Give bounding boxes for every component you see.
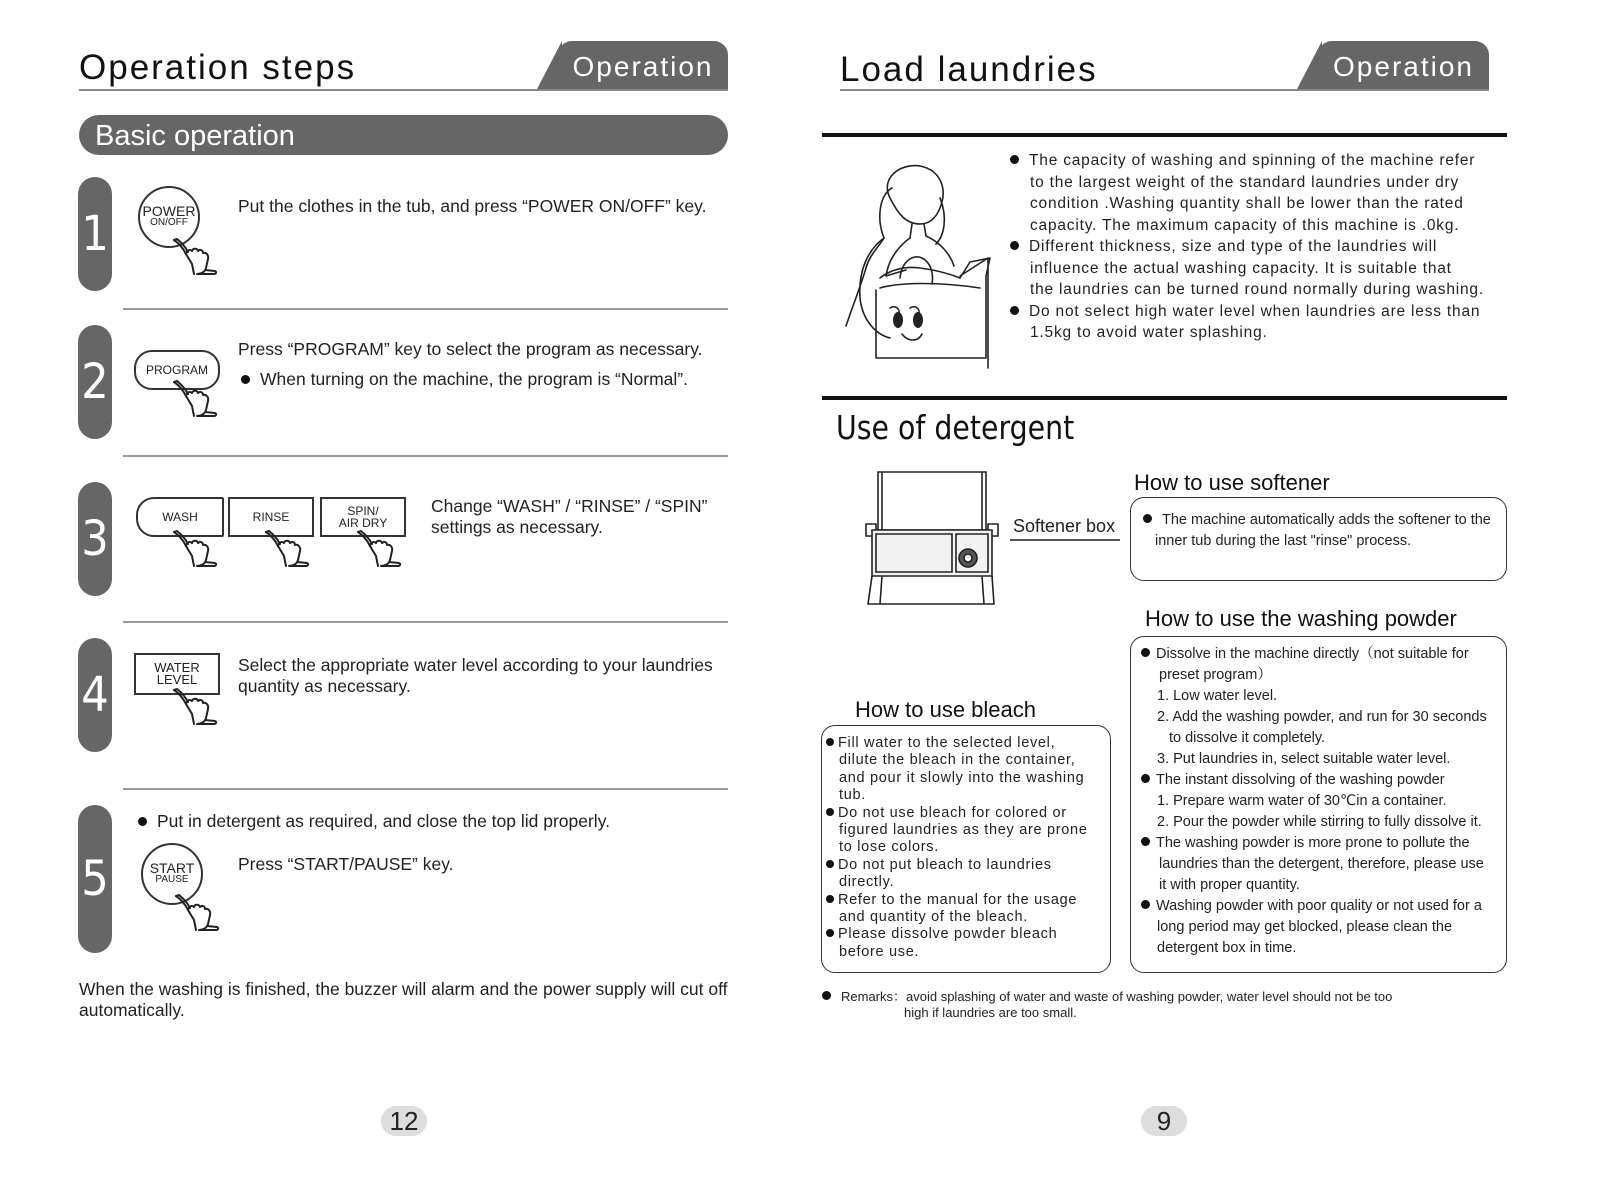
softener-box xyxy=(1130,497,1507,581)
bleach-box xyxy=(821,725,1111,973)
powder-line-text: 1. Low water level. xyxy=(1157,688,1278,704)
powder-line xyxy=(1141,644,1487,665)
powder-list xyxy=(1141,644,1487,959)
bullet-icon xyxy=(138,817,147,826)
powder-line-text: to dissolve it completely. xyxy=(1169,730,1326,746)
bleach-line xyxy=(826,857,1088,874)
note-line: capacity. The maximum capacity of this machine is .0kg. xyxy=(1030,216,1460,234)
bleach-line-text: before use. xyxy=(839,943,920,960)
powder-line xyxy=(1141,728,1487,749)
bullet-icon xyxy=(826,808,834,816)
note-line: Different thickness, size and type of the laundries will xyxy=(1029,238,1438,255)
bullet-icon xyxy=(1143,514,1152,523)
bullet-icon xyxy=(822,991,831,1000)
bleach-line-text: Refer to the manual for the usage xyxy=(838,891,1078,908)
bleach-line-text: and pour it slowly into the washing xyxy=(839,769,1085,786)
powder-line-text: laundries than the detergent, therefore, please use xyxy=(1159,856,1484,872)
key-label: WASH xyxy=(162,510,198,524)
footer-note: When the washing is finished, the buzzer will alarm and the power supply will cut off xyxy=(79,979,728,999)
label-leader-line xyxy=(1010,539,1120,541)
key-sublabel: LEVEL xyxy=(156,672,198,687)
softener-title: How to use softener xyxy=(1134,470,1330,495)
key-sublabel: AIR DRY xyxy=(338,516,388,530)
remarks xyxy=(822,986,1392,1005)
powder-line xyxy=(1141,875,1487,896)
remarks-line: high if laundries are too small. xyxy=(904,1005,1077,1020)
hand-press-icon xyxy=(170,530,220,568)
step-divider xyxy=(123,308,728,310)
note-line: The capacity of washing and spinning of the machine refer xyxy=(1029,152,1476,169)
bullet-icon xyxy=(826,895,834,903)
bleach-line xyxy=(826,944,1088,961)
powder-line-text: 2. Pour the powder while stirring to fully dissolve it. xyxy=(1157,814,1482,830)
key-label: POWER xyxy=(142,203,196,219)
step-text: Put the clothes in the tub, and press “POWER ON/OFF” key. xyxy=(238,196,707,216)
step-number: 3 xyxy=(78,482,112,596)
key-sublabel: PAUSE xyxy=(155,874,189,885)
step-divider xyxy=(123,455,728,457)
key-label: WATER xyxy=(154,660,200,675)
key-label: START xyxy=(149,860,195,876)
powder-line xyxy=(1141,686,1487,707)
key-label: RINSE xyxy=(252,510,290,524)
page-title: Load laundries xyxy=(840,50,1098,89)
powder-line-text: The instant dissolving of the washing powder xyxy=(1156,772,1445,788)
page-title: Operation steps xyxy=(79,48,357,87)
bleach-title: How to use bleach xyxy=(855,697,1036,722)
bleach-line xyxy=(826,909,1088,926)
bleach-line xyxy=(826,822,1088,839)
bleach-line-text: to lose colors. xyxy=(839,839,939,856)
bleach-line-text: directly. xyxy=(839,874,895,891)
bleach-line-text: Do not use bleach for colored or xyxy=(838,804,1067,821)
bleach-list xyxy=(826,735,1088,961)
remarks-line: Remarks：avoid splashing of water and waste of washing powder, water level should not be too xyxy=(841,989,1393,1004)
eye xyxy=(893,312,903,328)
step-text: Press “START/PAUSE” key. xyxy=(238,854,454,874)
bleach-line-text: Please dissolve powder bleach xyxy=(838,926,1058,943)
hand-press-icon xyxy=(170,688,220,726)
capacity-notes xyxy=(1010,150,1484,344)
bleach-line xyxy=(826,805,1088,822)
key-sublabel: ON/OFF xyxy=(150,217,188,228)
bullet-icon xyxy=(1010,155,1019,164)
bleach-line xyxy=(826,839,1088,856)
powder-line xyxy=(1141,896,1487,917)
powder-line xyxy=(1141,749,1487,770)
powder-line-text: detergent box in time. xyxy=(1157,940,1297,956)
bullet-icon xyxy=(1141,837,1150,846)
powder-line xyxy=(1141,791,1487,812)
powder-line-text: 1. Prepare warm water of 30℃in a container. xyxy=(1157,793,1447,809)
powder-line xyxy=(1141,917,1487,938)
page-number: 9 xyxy=(1141,1106,1187,1136)
note-line: influence the actual washing capacity. It is suitable that xyxy=(1030,259,1452,277)
key-label: PROGRAM xyxy=(145,363,208,377)
step-number: 5 xyxy=(78,805,112,953)
step-text: quantity as necessary. xyxy=(238,676,411,696)
bleach-line xyxy=(826,874,1088,891)
footer-note: automatically. xyxy=(79,1000,185,1020)
step-text: settings as necessary. xyxy=(431,517,603,537)
hand-press-icon xyxy=(170,380,220,418)
bullet-icon xyxy=(241,375,250,384)
bleach-line xyxy=(826,735,1088,752)
note-line: condition .Washing quantity shall be lower than the rated xyxy=(1030,195,1464,212)
page-number: 12 xyxy=(381,1106,427,1136)
step-bullet xyxy=(241,368,688,390)
bleach-line-text: Do not put bleach to laundries xyxy=(838,856,1052,873)
note-line: 1.5kg to avoid water splashing. xyxy=(1030,324,1268,341)
bullet-icon xyxy=(826,738,834,746)
eye xyxy=(913,312,923,328)
bleach-line xyxy=(826,892,1088,909)
note-line: to the largest weight of the standard laundries under dry xyxy=(1030,173,1460,191)
powder-line xyxy=(1141,707,1487,728)
section-tab: Operation xyxy=(558,41,728,91)
powder-title: How to use the washing powder xyxy=(1145,606,1457,631)
step-bullet xyxy=(138,810,610,832)
powder-box xyxy=(1130,636,1507,973)
title-rule xyxy=(840,89,1489,91)
bullet-text: Put in detergent as required, and close the top lid properly. xyxy=(157,811,611,831)
note-bullet xyxy=(1010,236,1484,258)
step-text: Press “PROGRAM” key to select the program as necessary. xyxy=(238,339,703,359)
bleach-line xyxy=(826,752,1088,769)
powder-line-text: Washing powder with poor quality or not used for a xyxy=(1156,898,1482,914)
bullet-icon xyxy=(1141,648,1150,657)
bleach-line-text: tub. xyxy=(839,787,866,804)
detergent-dispenser-illustration xyxy=(862,468,1004,610)
note-bullet xyxy=(1010,301,1484,323)
powder-line xyxy=(1141,938,1487,959)
powder-line xyxy=(1141,812,1487,833)
step-text: Change “WASH” / “RINSE” / “SPIN” xyxy=(431,496,708,516)
note-bullet xyxy=(1010,150,1484,172)
section-tab: Operation xyxy=(1318,41,1489,91)
softener-line: The machine automatically adds the softener to the xyxy=(1162,512,1491,528)
step-number: 2 xyxy=(78,325,112,439)
powder-line-text: it with proper quantity. xyxy=(1159,877,1300,893)
softener-text xyxy=(1143,510,1491,531)
bleach-line-text: Fill water to the selected level, xyxy=(838,735,1056,751)
key-label: SPIN/ xyxy=(347,504,379,518)
bleach-line-text: and quantity of the bleach. xyxy=(839,909,1028,926)
bullet-icon xyxy=(826,929,834,937)
note-line: the laundries can be turned round normally during washing. xyxy=(1030,281,1484,298)
note-line: Do not select high water level when laundries are less than xyxy=(1029,302,1481,320)
softener-line: inner tub during the last "rinse" process. xyxy=(1155,533,1412,549)
hand-press-icon xyxy=(170,238,220,276)
bullet-icon xyxy=(826,860,834,868)
bleach-line-text: dilute the bleach in the container, xyxy=(839,752,1076,769)
powder-line-text: The washing powder is more prone to pollute the xyxy=(1156,835,1470,851)
powder-line-text: long period may get blocked, please clean the xyxy=(1157,919,1453,935)
powder-line-text: preset program） xyxy=(1159,667,1272,683)
section-banner: Basic operation xyxy=(79,115,728,155)
step-number: 4 xyxy=(78,638,112,752)
powder-line xyxy=(1141,770,1487,791)
powder-line-text: 2. Add the washing powder, and run for 30 seconds xyxy=(1157,709,1487,725)
section-title: Use of detergent xyxy=(836,408,1075,447)
section-rule xyxy=(822,396,1507,400)
bullet-text: When turning on the machine, the program is “Normal”. xyxy=(260,369,688,389)
step-text: Select the appropriate water level according to your laundries xyxy=(238,655,713,675)
powder-line-text: Dissolve in the machine directly（not suitable for xyxy=(1156,646,1469,662)
powder-line-text: 3. Put laundries in, select suitable water level. xyxy=(1157,751,1451,767)
bleach-line xyxy=(826,926,1088,943)
softener-box-label: Softener box xyxy=(1013,516,1116,536)
section-rule xyxy=(822,133,1507,137)
woman-loading-laundry-illustration xyxy=(840,158,1005,378)
hand-press-icon xyxy=(172,894,222,932)
bullet-icon xyxy=(1141,774,1150,783)
step-divider xyxy=(123,788,728,790)
step-divider xyxy=(123,621,728,623)
hand-press-icon xyxy=(354,530,404,568)
bullet-icon xyxy=(1141,900,1150,909)
powder-line xyxy=(1141,854,1487,875)
bullet-icon xyxy=(1010,241,1019,250)
bleach-line xyxy=(826,770,1088,787)
powder-line xyxy=(1141,665,1487,686)
powder-line xyxy=(1141,833,1487,854)
hand-press-icon xyxy=(262,530,312,568)
bleach-line xyxy=(826,787,1088,804)
title-rule xyxy=(79,89,728,91)
bleach-line-text: figured laundries as they are prone xyxy=(839,822,1088,839)
bullet-icon xyxy=(1010,306,1019,315)
step-number: 1 xyxy=(78,177,112,291)
